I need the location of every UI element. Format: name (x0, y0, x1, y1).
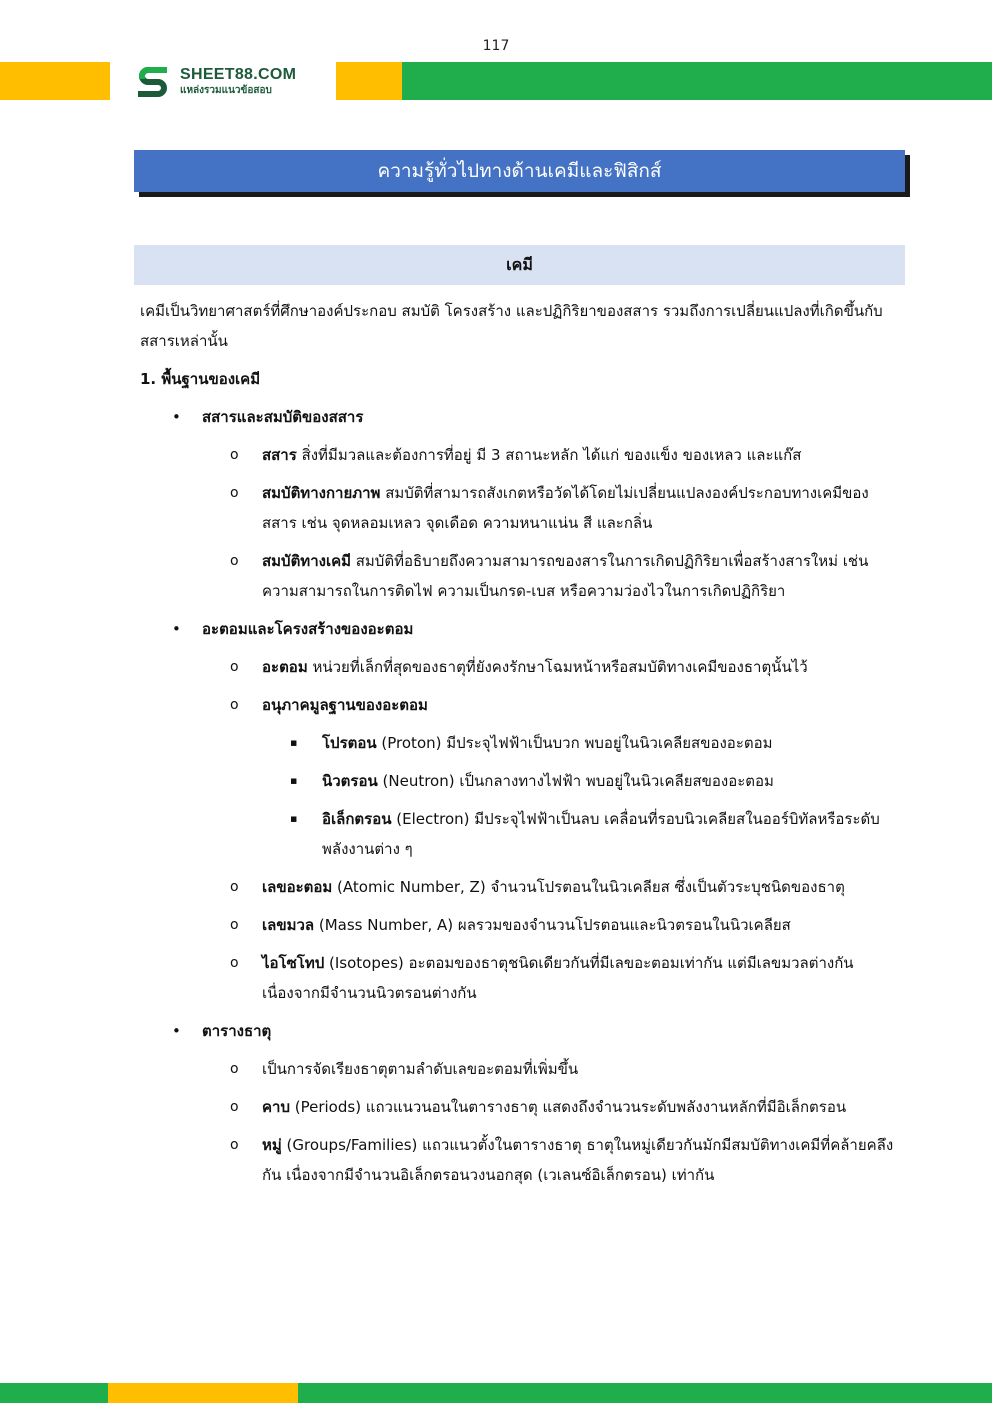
band-yellow-mid (336, 62, 402, 100)
band-yellow-left (0, 62, 110, 100)
list-item: o อนุภาคมูลฐานของอะตอม (140, 690, 900, 720)
list-item: o คาบ (Periods) แถวแนวนอนในตารางธาตุ แสดงถึงจำนวนระดับพลังงานหลักที่มีอิเล็กตรอน (140, 1092, 900, 1122)
list-item: o สมบัติทางเคมี สมบัติที่อธิบายถึงความสามารถของสารในการเกิดปฏิกิริยาเพื่อสร้างสารใหม่ เช่น ความสามารถในการติดไฟ ความเป็นกรด-เบส หรือความว่องไวในการเกิดปฏิกิริยา (140, 546, 900, 606)
sub-list-item: ▪ โปรตอน (Proton) มีประจุไฟฟ้าเป็นบวก พบอยู่ในนิวเคลียสของอะตอม (140, 728, 900, 758)
list-item: o อะตอม หน่วยที่เล็กที่สุดของธาตุที่ยังคงรักษาโฉมหน้าหรือสมบัติทางเคมีของธาตุนั้นไว้ (140, 652, 900, 682)
list-item: o หมู่ (Groups/Families) แถวแนวตั้งในตารางธาตุ ธาตุในหมู่เดียวกันมักมีสมบัติทางเคมีที่คล้ายคลึงกัน เนื่องจากมีจำนวนอิเล็กตรอนวงนอกสุด (เวเลนซ์อิเล็กตรอน) เท่ากัน (140, 1130, 900, 1190)
logo-name: SHEET88.COM (180, 65, 297, 83)
bottom-color-band (0, 1383, 992, 1403)
intro-paragraph: เคมีเป็นวิทยาศาสตร์ที่ศึกษาองค์ประกอบ สมบัติ โครงสร้าง และปฏิกิริยาของสสาร รวมถึงการเปลี่ยนแปลงที่เกิดขึ้นกับสสารเหล่านั้น (140, 302, 883, 350)
list-item: o เลขมวล (Mass Number, A) ผลรวมของจำนวนโปรตอนและนิวตรอนในนิวเคลียส (140, 910, 900, 940)
logo-tagline: แหล่งรวมแนวข้อสอบ (180, 84, 272, 96)
topic-periodic-table: • ตารางธาตุ (140, 1016, 900, 1046)
list-item: o สสาร สิ่งที่มีมวลและต้องการที่อยู่ มี 3 สถานะหลัก ได้แก่ ของแข็ง ของเหลว และแก๊ส (140, 440, 900, 470)
sub-list-item: ▪ นิวตรอน (Neutron) เป็นกลางทางไฟฟ้า พบอยู่ในนิวเคลียสของอะตอม (140, 766, 900, 796)
s-letter-logo-icon (134, 62, 172, 100)
band-yellow (108, 1383, 298, 1403)
sub-list-item: ▪ อิเล็กตรอน (Electron) มีประจุไฟฟ้าเป็นลบ เคลื่อนที่รอบนิวเคลียสในออร์บิทัลหรือระดับพลังงานต่าง ๆ (140, 804, 900, 864)
band-green-left (0, 1383, 108, 1403)
document-body (140, 296, 900, 1198)
list-item: o เลขอะตอม (Atomic Number, Z) จำนวนโปรตอนในนิวเคลียส ซึ่งเป็นตัวระบุชนิดของธาตุ (140, 872, 900, 902)
page-title: ความรู้ทั่วไปทางด้านเคมีและฟิสิกส์ (134, 150, 905, 192)
list-item: o สมบัติทางกายภาพ สมบัติที่สามารถสังเกตหรือวัดได้โดยไม่เปลี่ยนแปลงองค์ประกอบทางเคมีของสสาร เช่น จุดหลอมเหลว จุดเดือด ความหนาแน่น สี และกลิ่น (140, 478, 900, 538)
topic-matter: • สสารและสมบัติของสสาร (140, 402, 900, 432)
topic-atom: • อะตอมและโครงสร้างของอะตอม (140, 614, 900, 644)
heading-basics: 1. พื้นฐานของเคมี (140, 370, 261, 388)
list-item: o ไอโซโทป (Isotopes) อะตอมของธาตุชนิดเดียวกันที่มีเลขอะตอมเท่ากัน แต่มีเลขมวลต่างกัน เนื่องจากมีจำนวนนิวตรอนต่างกัน (140, 948, 900, 1008)
band-green (402, 62, 992, 100)
site-logo (134, 62, 296, 100)
page-number: 117 (482, 38, 510, 54)
list-item: o เป็นการจัดเรียงธาตุตามลำดับเลขอะตอมที่เพิ่มขึ้น (140, 1054, 900, 1084)
section-header: เคมี (134, 245, 905, 285)
band-green-right (298, 1383, 992, 1403)
